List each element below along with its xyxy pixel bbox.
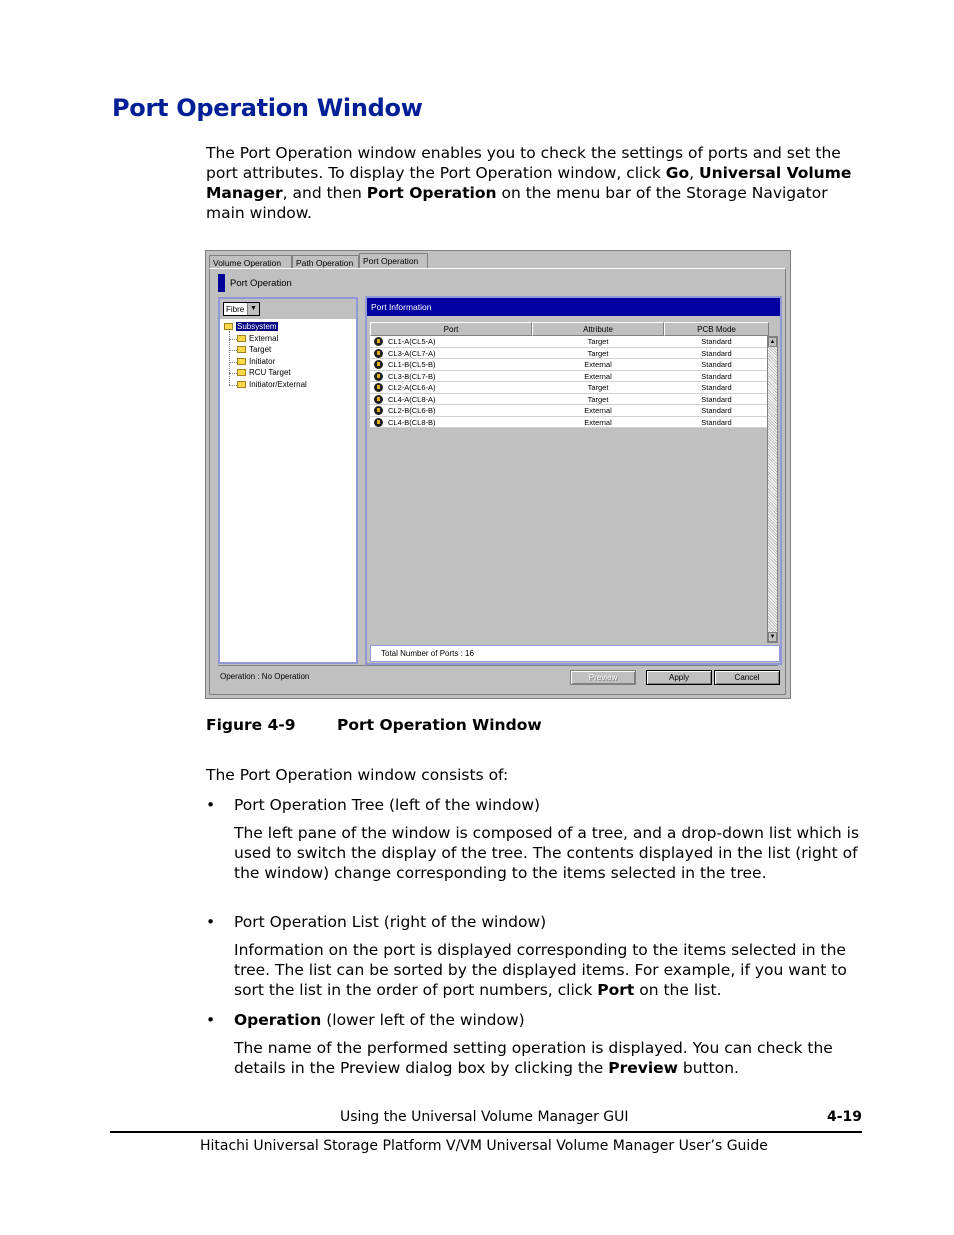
tree-node-external[interactable]: External <box>237 334 278 344</box>
footer-section-title: Using the Universal Volume Manager GUI <box>340 1109 629 1125</box>
folder-icon <box>237 335 246 342</box>
figure-number: Figure 4-9 <box>206 716 296 734</box>
bullet-icon: • <box>206 1011 216 1029</box>
port-icon <box>374 372 383 381</box>
port-operation-list-pane <box>365 296 782 665</box>
tab-path-operation[interactable]: Path Operation <box>292 255 359 269</box>
port-icon <box>374 337 383 346</box>
table-row[interactable]: CL1-B(CL5-B) External Standard <box>370 359 768 371</box>
intro-paragraph: The Port Operation window enables you to check the settings of ports and set the port attributes. To display the Port Operation window, click Go, Universal Volume Manager, and then Port Operation on the menu bar of the Storage Navigator main window. <box>206 144 852 222</box>
port-icon <box>374 406 383 415</box>
figure-caption <box>206 716 542 734</box>
table-row[interactable]: CL3-A(CL7-A) Target Standard <box>370 348 768 360</box>
tree-node-rcu-target[interactable]: RCU Target <box>237 368 291 378</box>
footer-divider <box>110 1131 862 1133</box>
bullet-icon: • <box>206 796 216 814</box>
port-icon <box>374 349 383 358</box>
scroll-up-icon[interactable]: ▲ <box>769 339 776 345</box>
tab-port-operation[interactable]: Port Operation <box>359 253 428 269</box>
operation-bar <box>218 665 778 686</box>
panel-title: Port Operation <box>230 278 292 289</box>
port-operation-screenshot <box>205 250 791 699</box>
bullet-icon: • <box>206 913 216 931</box>
footer-guide-title: Hitachi Universal Storage Platform V/VM Universal Volume Manager User’s Guide <box>200 1138 768 1154</box>
bullet-paragraph-operation: The name of the performed setting operation is displayed. You can check the details in the Preview dialog box by clicking the Preview button. <box>234 1039 833 1077</box>
page-heading: Port Operation Window <box>112 94 423 122</box>
bullet-paragraph-list: Information on the port is displayed corresponding to the items selected in the tree. The list can be sorted by the displayed items. For example, if you want to sort the list in the order of port numbers, click Port on the list. <box>234 941 847 999</box>
operation-status: Operation : No Operation <box>220 672 310 681</box>
panel-marker <box>218 274 225 292</box>
folder-icon <box>237 381 246 388</box>
folder-icon <box>237 369 246 376</box>
table-row[interactable]: CL2-B(CL6-B) External Standard <box>370 405 768 417</box>
apply-button[interactable]: Apply <box>646 670 712 685</box>
consists-of-text: The Port Operation window consists of: <box>206 766 509 784</box>
tree-node-target[interactable]: Target <box>237 345 271 355</box>
page-number: 4-19 <box>826 1109 862 1125</box>
column-header-pcb-mode[interactable]: PCB Mode <box>664 322 769 336</box>
folder-icon <box>224 323 233 330</box>
folder-icon <box>237 358 246 365</box>
tab-volume-operation[interactable]: Volume Operation <box>209 255 292 269</box>
column-header-port[interactable]: Port <box>370 322 532 336</box>
table-row[interactable]: CL4-A(CL8-A) Target Standard <box>370 394 768 406</box>
table-row[interactable]: CL2-A(CL6-A) Target Standard <box>370 382 768 394</box>
column-header-attribute[interactable]: Attribute <box>532 322 664 336</box>
port-icon <box>374 418 383 427</box>
port-operation-tree-pane <box>218 297 358 664</box>
preview-button[interactable]: Preview <box>570 670 636 685</box>
port-icon <box>374 360 383 369</box>
display-type-dropdown[interactable]: Fibre ▼ <box>223 302 260 316</box>
scroll-down-icon[interactable]: ▼ <box>769 634 776 640</box>
tree-node-initiator[interactable]: Initiator <box>237 357 275 367</box>
port-table <box>370 322 768 643</box>
table-row[interactable]: CL4-B(CL8-B) External Standard <box>370 417 768 429</box>
figure-title: Port Operation Window <box>337 716 542 734</box>
total-ports-label: Total Number of Ports : 16 <box>370 645 780 662</box>
chevron-down-icon[interactable]: ▼ <box>247 303 259 315</box>
table-row[interactable]: CL3-B(CL7-B) External Standard <box>370 371 768 383</box>
port-icon <box>374 395 383 404</box>
bullet-paragraph-tree: The left pane of the window is composed of a tree, and a drop-down list which is used to switch the display of the tree. The contents displayed in the list (right of the window) change corresponding to the items selected in the tree. <box>234 824 860 882</box>
folder-icon <box>237 346 246 353</box>
tree-node-initiator-external[interactable]: Initiator/External <box>237 380 307 390</box>
port-icon <box>374 383 383 392</box>
cancel-button[interactable]: Cancel <box>714 670 780 685</box>
table-row[interactable]: CL1-A(CL5-A) Target Standard <box>370 336 768 348</box>
tree-node-subsystem[interactable]: Subsystem <box>224 322 278 332</box>
port-operation-panel <box>209 268 786 695</box>
vertical-scrollbar[interactable] <box>767 336 778 643</box>
port-information-header: Port Information <box>367 298 780 316</box>
